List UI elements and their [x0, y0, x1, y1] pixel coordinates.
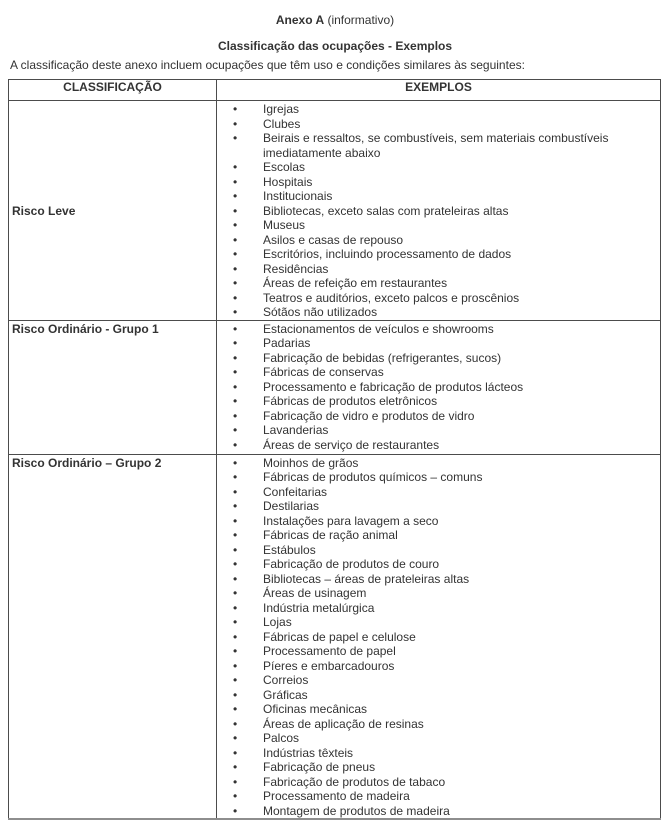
example-text: Áreas de refeição em restaurantes — [263, 276, 448, 290]
example-text: Fabricação de bebidas (refrigerantes, sucos) — [263, 350, 502, 365]
example-item — [217, 470, 660, 485]
example-item — [217, 702, 660, 717]
examples-cell — [217, 101, 661, 321]
example-item — [217, 409, 660, 424]
example-item — [217, 557, 660, 572]
example-text: Asilos e casas de repouso — [263, 232, 404, 247]
example-item — [217, 528, 660, 543]
table-row — [9, 454, 661, 819]
example-item — [217, 117, 660, 132]
example-text: Escolas — [263, 160, 306, 174]
annex-title-suffix: (informativo) — [324, 13, 395, 27]
example-item — [217, 365, 660, 380]
examples-cell — [217, 454, 661, 819]
example-item — [217, 218, 660, 233]
example-text: Fábricas de produtos eletrônicos — [263, 394, 438, 408]
example-text: Clubes — [263, 116, 301, 131]
classification-label: Risco Leve — [12, 203, 76, 218]
example-text: Correios — [263, 673, 309, 687]
example-item — [217, 131, 660, 160]
bullet-icon: • — [233, 350, 238, 365]
example-item — [217, 688, 660, 703]
bullet-icon: • — [233, 803, 238, 818]
example-item — [217, 456, 660, 471]
example-text: Padarias — [263, 336, 311, 350]
bullet-icon: • — [233, 760, 238, 774]
table-title: Classificação das ocupações - Exemplos — [217, 39, 453, 53]
example-item — [217, 499, 660, 514]
example-item — [217, 189, 660, 204]
bullet-icon: • — [233, 218, 238, 232]
example-item — [217, 659, 660, 674]
table-row — [9, 101, 661, 321]
bullet-icon: • — [233, 305, 238, 319]
example-text: Fabricação de produtos de tabaco — [263, 774, 446, 789]
bullet-icon: • — [233, 673, 238, 687]
example-text: Sótãos não utilizados — [263, 305, 378, 319]
example-item — [217, 615, 660, 630]
bullet-icon: • — [233, 189, 238, 203]
bullet-icon: • — [233, 557, 238, 571]
header-classificacao: CLASSIFICAÇÃO — [9, 80, 217, 101]
bullet-icon: • — [233, 644, 238, 658]
bullet-icon: • — [233, 629, 238, 644]
examples-list — [217, 322, 660, 453]
bullet-icon: • — [233, 160, 238, 174]
example-text: Bibliotecas, exceto salas com prateleiras altas — [263, 203, 509, 218]
bullet-icon: • — [233, 394, 238, 408]
example-text: Processamento de madeira — [263, 789, 410, 803]
example-item — [217, 514, 660, 529]
bullet-icon: • — [233, 336, 238, 350]
bullet-icon: • — [233, 731, 238, 745]
example-item — [217, 291, 660, 306]
bullet-icon: • — [233, 774, 238, 789]
example-text: Fábricas de conservas — [263, 365, 384, 379]
example-text: Lavanderias — [263, 423, 329, 437]
classification-label: Risco Ordinário - Grupo 1 — [12, 321, 159, 336]
example-text: Indústrias têxteis — [263, 745, 354, 760]
document-page — [0, 14, 670, 831]
bullet-icon: • — [233, 423, 238, 437]
example-item — [217, 233, 660, 248]
example-item — [217, 305, 660, 320]
bullet-icon: • — [233, 247, 238, 261]
example-text: Igrejas — [263, 102, 300, 116]
bullet-icon: • — [233, 131, 238, 145]
example-item — [217, 630, 660, 645]
example-text: Palcos — [263, 731, 300, 745]
annex-title — [0, 14, 670, 27]
example-item — [217, 276, 660, 291]
example-text: Fabricação de produtos de couro — [263, 557, 440, 571]
example-text: Estábulos — [263, 542, 316, 557]
classification-cell — [9, 320, 217, 454]
bullet-icon: • — [233, 455, 238, 470]
example-text: Oficinas mecânicas — [263, 702, 368, 716]
bullet-icon: • — [233, 600, 238, 615]
bullet-icon: • — [233, 586, 238, 600]
examples-list — [217, 102, 660, 320]
example-text: Indústria metalúrgica — [263, 600, 375, 615]
example-item — [217, 760, 660, 775]
bullet-icon: • — [233, 470, 238, 484]
example-text: Fábricas de papel e celulose — [263, 629, 416, 644]
bullet-icon: • — [233, 116, 238, 131]
example-item — [217, 731, 660, 746]
example-text: Fábricas de ração animal — [263, 528, 398, 542]
classification-cell — [9, 101, 217, 321]
example-text: Gráficas — [263, 687, 308, 702]
example-item — [217, 789, 660, 804]
example-text: Fabricação de vidro e produtos de vidro — [263, 408, 475, 423]
example-item — [217, 804, 660, 819]
bullet-icon: • — [233, 571, 238, 586]
example-item — [217, 673, 660, 688]
bullet-icon: • — [233, 261, 238, 276]
example-item — [217, 438, 660, 453]
example-text: Processamento e fabricação de produtos lácteos — [263, 379, 524, 394]
example-item — [217, 160, 660, 175]
bullet-icon: • — [233, 687, 238, 702]
classification-cell — [9, 454, 217, 819]
example-text: Fábricas de produtos químicos – comuns — [263, 470, 483, 484]
bullet-icon: • — [233, 408, 238, 423]
example-text: Píeres e embarcadouros — [263, 658, 395, 673]
bullet-icon: • — [233, 789, 238, 803]
example-item — [217, 644, 660, 659]
example-text: Escritórios, incluindo processamento de dados — [263, 247, 512, 261]
bullet-icon: • — [233, 716, 238, 731]
header-exemplos: EXEMPLOS — [217, 80, 661, 101]
example-text: Hospitais — [263, 174, 313, 189]
example-text: Instalações para lavagem a seco — [263, 513, 439, 528]
examples-list — [217, 456, 660, 819]
bullet-icon: • — [233, 437, 238, 452]
classification-table — [8, 79, 661, 820]
example-item — [217, 247, 660, 262]
bullet-icon: • — [233, 658, 238, 673]
table-header-row — [9, 80, 661, 101]
intro-paragraph: A classificação deste anexo incluem ocupações que têm uso e condições similares às seguintes: — [10, 58, 525, 72]
example-item — [217, 262, 660, 277]
bullet-icon: • — [233, 615, 238, 629]
example-item — [217, 394, 660, 409]
example-text: Destilarias — [263, 499, 320, 513]
example-item — [217, 336, 660, 351]
bullet-icon: • — [233, 232, 238, 247]
bullet-icon: • — [233, 174, 238, 189]
example-item — [217, 775, 660, 790]
example-text: Estacionamentos de veículos e showrooms — [263, 321, 494, 336]
example-item — [217, 543, 660, 558]
bullet-icon: • — [233, 321, 238, 336]
bullet-icon: • — [233, 379, 238, 394]
example-text: Confeitarias — [263, 484, 328, 499]
example-text: Áreas de usinagem — [263, 586, 367, 600]
bullet-icon: • — [233, 542, 238, 557]
bullet-icon: • — [233, 203, 238, 218]
bullet-icon: • — [233, 499, 238, 513]
example-item — [217, 322, 660, 337]
bullet-icon: • — [233, 528, 238, 542]
example-item — [217, 175, 660, 190]
example-text: Institucionais — [263, 189, 333, 203]
example-item — [217, 601, 660, 616]
classification-table-body — [9, 101, 661, 820]
bullet-icon: • — [233, 365, 238, 379]
example-text: Museus — [263, 218, 306, 232]
example-item — [217, 717, 660, 732]
example-item — [217, 102, 660, 117]
example-item — [217, 204, 660, 219]
example-text: Residências — [263, 261, 329, 276]
example-text: Processamento de papel — [263, 644, 396, 658]
bullet-icon: • — [233, 702, 238, 716]
example-text: Bibliotecas – áreas de prateleiras altas — [263, 571, 470, 586]
bullet-icon: • — [233, 276, 238, 290]
example-item — [217, 586, 660, 601]
example-text: Teatros e auditórios, exceto palcos e proscênios — [263, 290, 520, 305]
example-text: Beirais e ressaltos, se combustíveis, sem materiais combustíveis imediatamente abaixo — [263, 131, 609, 160]
example-item — [217, 485, 660, 500]
annex-title-bold: Anexo A — [275, 13, 325, 27]
classification-label: Risco Ordinário – Grupo 2 — [12, 455, 162, 470]
example-text: Áreas de aplicação de resinas — [263, 716, 424, 731]
examples-cell — [217, 320, 661, 454]
example-text: Lojas — [263, 615, 292, 629]
table-row — [9, 320, 661, 454]
bullet-icon: • — [233, 484, 238, 499]
bullet-icon: • — [233, 290, 238, 305]
bullet-icon: • — [233, 102, 238, 116]
example-item — [217, 572, 660, 587]
example-item — [217, 380, 660, 395]
example-item — [217, 746, 660, 761]
bullet-icon: • — [233, 513, 238, 528]
example-item — [217, 423, 660, 438]
example-item — [217, 351, 660, 366]
bullet-icon: • — [233, 745, 238, 760]
example-text: Fabricação de pneus — [263, 760, 376, 774]
example-text: Áreas de serviço de restaurantes — [263, 437, 440, 452]
example-text: Montagem de produtos de madeira — [263, 803, 450, 818]
example-text: Moinhos de grãos — [263, 455, 359, 470]
